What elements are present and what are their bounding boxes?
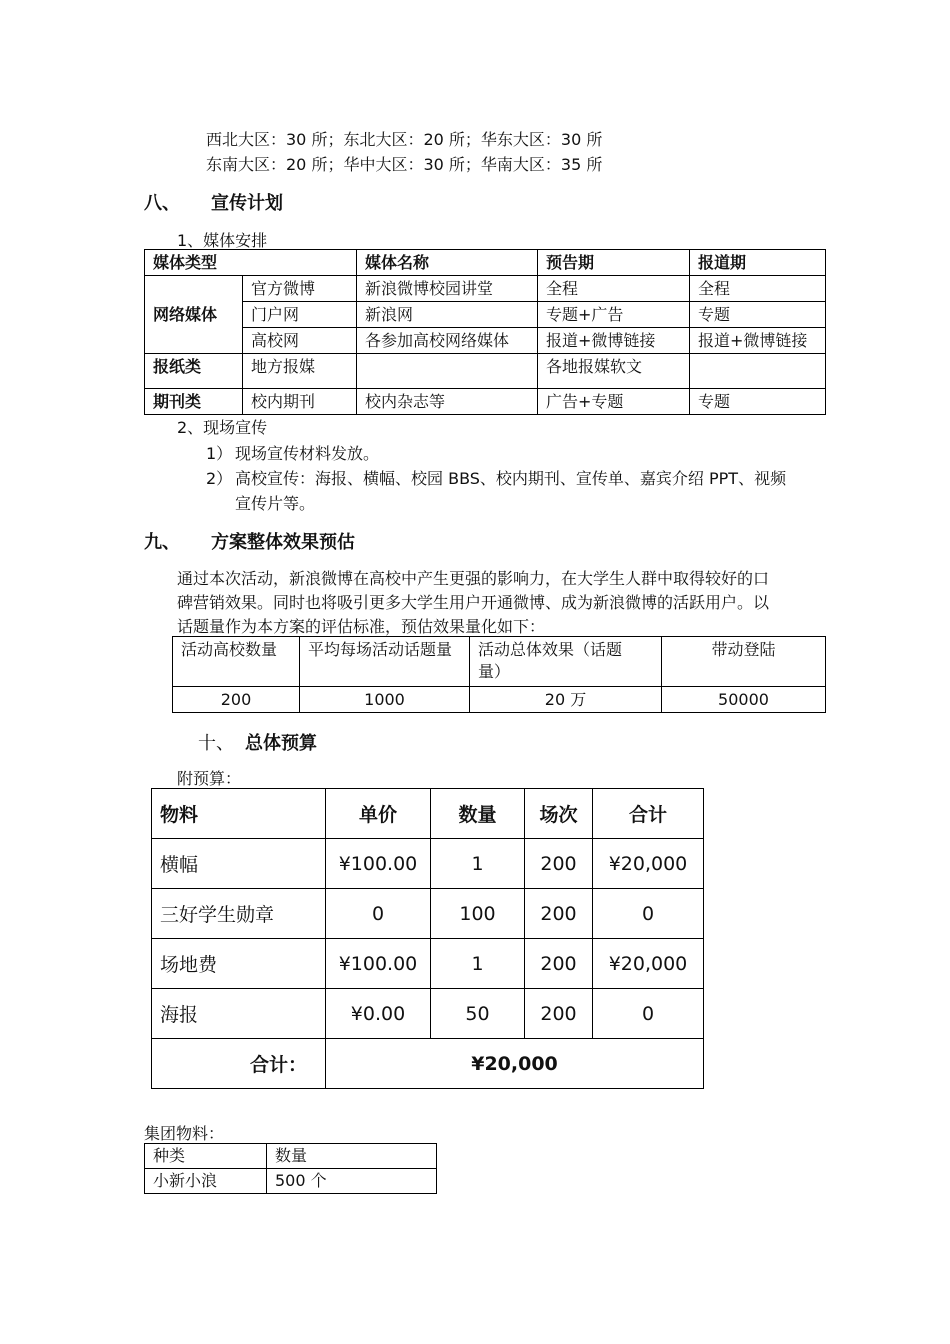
table-row	[152, 789, 704, 839]
table-cell: 0	[593, 989, 704, 1039]
section-10-number: 十、	[198, 733, 234, 754]
region-line-2: 东南大区：20 所；华中大区：30 所；华南大区：35 所	[206, 155, 603, 174]
table-cell: ¥100.00	[326, 939, 431, 989]
table-cell: 各地报媒软文	[538, 354, 690, 389]
table-cell: 海报	[152, 989, 326, 1039]
header-cell: 物料	[152, 789, 326, 839]
header-cell: 活动高校数量	[173, 637, 300, 687]
header-text: 量）	[478, 662, 511, 681]
group-materials-title: 集团物料：	[144, 1124, 225, 1143]
list-item: 高校宣传：海报、横幅、校园 BBS、校内期刊、宣传单、嘉宾介绍 PPT、视频	[235, 469, 787, 488]
header-cell: 预告期	[538, 250, 690, 276]
table-cell: 100	[431, 889, 525, 939]
table-cell: ¥100.00	[326, 839, 431, 889]
section-9-title: 方案整体效果预估	[211, 532, 355, 553]
group-materials-table	[144, 1143, 437, 1194]
header-text: 活动总体效果（话题	[478, 640, 623, 659]
header-cell: 合计	[593, 789, 704, 839]
header-cell: 数量	[267, 1144, 437, 1169]
table-row	[145, 302, 826, 328]
table-cell	[357, 354, 538, 389]
table-cell: ¥0.00	[326, 989, 431, 1039]
table-cell: 500 个	[267, 1169, 437, 1194]
header-cell	[470, 637, 662, 687]
table-row	[152, 1039, 704, 1089]
media-table	[144, 249, 826, 415]
group-cell: 报纸类	[145, 354, 243, 389]
header-cell: 带动登陆	[662, 637, 826, 687]
table-cell: 1	[431, 939, 525, 989]
section-8-number: 八、	[144, 193, 180, 214]
header-cell: 平均每场活动话题量	[300, 637, 470, 687]
section-10-title: 总体预算	[245, 733, 317, 754]
table-cell: ¥20,000	[593, 839, 704, 889]
table-cell: 各参加高校网络媒体	[357, 328, 538, 354]
effect-table	[172, 636, 826, 713]
table-cell: 全程	[538, 276, 690, 302]
group-cell: 期刊类	[145, 389, 243, 415]
header-cell: 单价	[326, 789, 431, 839]
table-row	[145, 276, 826, 302]
table-cell: 全程	[690, 276, 826, 302]
list-number: 2）	[206, 469, 233, 488]
table-cell: 报道+微博链接	[538, 328, 690, 354]
table-row	[152, 889, 704, 939]
table-row	[152, 839, 704, 889]
table-cell: 官方微博	[243, 276, 357, 302]
header-cell: 数量	[431, 789, 525, 839]
table-cell: 三好学生勋章	[152, 889, 326, 939]
table-cell: 小新小浪	[145, 1169, 267, 1194]
list-item-continued: 宣传片等。	[235, 494, 316, 513]
table-cell: 200	[525, 939, 593, 989]
header-cell: 场次	[525, 789, 593, 839]
table-cell: 高校网	[243, 328, 357, 354]
table-row	[152, 989, 704, 1039]
table-cell: 1	[431, 839, 525, 889]
table-cell: 场地费	[152, 939, 326, 989]
onsite-subheading: 2、现场宣传	[177, 418, 268, 437]
table-row	[145, 1169, 437, 1194]
media-subheading: 1、媒体安排	[177, 231, 268, 250]
table-row	[145, 1144, 437, 1169]
header-cell: 种类	[145, 1144, 267, 1169]
section-8-title: 宣传计划	[211, 193, 283, 214]
table-row	[145, 328, 826, 354]
table-cell: 0	[593, 889, 704, 939]
list-item: 现场宣传材料发放。	[235, 444, 380, 463]
table-cell: 新浪微博校园讲堂	[357, 276, 538, 302]
table-cell: 200	[525, 839, 593, 889]
table-cell: 1000	[300, 687, 470, 713]
table-cell: 广告+专题	[538, 389, 690, 415]
paragraph-line: 话题量作为本方案的评估标准，预估效果量化如下：	[177, 617, 546, 636]
table-cell: 50000	[662, 687, 826, 713]
table-cell: 专题+广告	[538, 302, 690, 328]
table-cell: 20 万	[470, 687, 662, 713]
table-cell: 新浪网	[357, 302, 538, 328]
table-cell: 200	[525, 889, 593, 939]
table-row	[173, 687, 826, 713]
header-cell: 报道期	[690, 250, 826, 276]
table-cell: 50	[431, 989, 525, 1039]
total-label: 合计：	[152, 1039, 326, 1089]
header-cell: 媒体名称	[357, 250, 538, 276]
table-row	[173, 637, 826, 687]
table-cell: 专题	[690, 389, 826, 415]
table-cell: 200	[173, 687, 300, 713]
table-cell: 200	[525, 989, 593, 1039]
list-number: 1）	[206, 444, 233, 463]
budget-table	[151, 788, 704, 1089]
table-row	[152, 939, 704, 989]
table-row	[145, 389, 826, 415]
total-value: ¥20,000	[326, 1039, 704, 1089]
table-cell: 门户网	[243, 302, 357, 328]
table-cell: 0	[326, 889, 431, 939]
table-cell	[690, 354, 826, 389]
budget-subheading: 附预算：	[177, 769, 242, 788]
table-cell: 报道+微博链接	[690, 328, 826, 354]
table-cell: 专题	[690, 302, 826, 328]
table-cell: ¥20,000	[593, 939, 704, 989]
section-9-number: 九、	[144, 532, 180, 553]
table-row	[145, 354, 826, 389]
table-cell: 地方报媒	[243, 354, 357, 389]
table-row	[145, 250, 826, 276]
region-line-1: 西北大区：30 所；东北大区：20 所；华东大区：30 所	[206, 130, 603, 149]
paragraph-line: 通过本次活动，新浪微博在高校中产生更强的影响力，在大学生人群中取得较好的口	[177, 569, 770, 588]
group-cell: 网络媒体	[145, 276, 243, 354]
table-cell: 横幅	[152, 839, 326, 889]
table-cell: 校内杂志等	[357, 389, 538, 415]
header-cell: 媒体类型	[145, 250, 357, 276]
paragraph-line: 碑营销效果。同时也将吸引更多大学生用户开通微博、成为新浪微博的活跃用户。以	[177, 593, 770, 612]
table-cell: 校内期刊	[243, 389, 357, 415]
